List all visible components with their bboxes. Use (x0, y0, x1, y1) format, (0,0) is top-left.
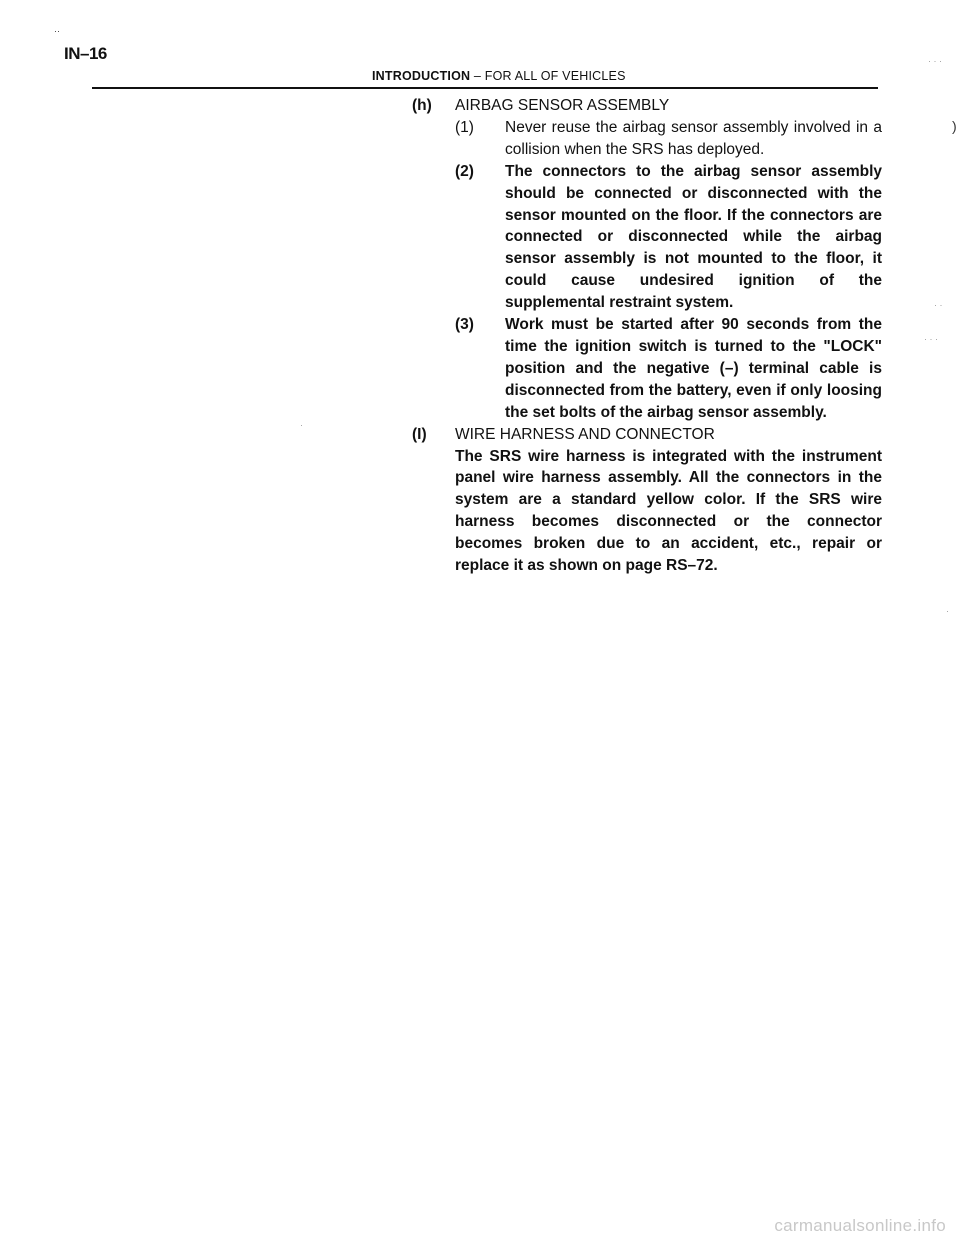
scan-speck: ·· (54, 26, 60, 36)
section-heading: WIRE HARNESS AND CONNECTOR (455, 425, 715, 443)
section-title-sub: FOR ALL OF VEHICLES (484, 69, 626, 83)
section-title-dash: – (470, 69, 485, 83)
step-item (455, 161, 882, 314)
scan-speck: · · · (924, 334, 938, 344)
step-item (455, 314, 882, 424)
scan-speck: · (946, 606, 949, 616)
section-airbag-sensor (412, 95, 882, 424)
section-label: (h) (412, 97, 432, 114)
section-title (372, 69, 626, 83)
section-heading: AIRBAG SENSOR ASSEMBLY (455, 97, 670, 114)
section-body (455, 424, 882, 577)
header-rule (92, 87, 878, 89)
margin-bracket: ) (952, 118, 957, 134)
scan-speck: · · · (928, 56, 942, 66)
scan-speck: · (300, 420, 303, 430)
step-number: (3) (455, 316, 474, 334)
step-number: (2) (455, 162, 474, 180)
section-paragraph: The SRS wire harness is integrated with the instrument panel wire harness assembly. All the connectors in the system are a standard yellow color. If the SRS wire harness becomes disconnected or the connector becomes broken due to an accident, etc., repair or replace it as shown on page RS–72. (455, 447, 882, 575)
main-content (412, 95, 882, 577)
page-code: IN–16 (64, 44, 107, 63)
footer-watermark: carmanualsonline.info (774, 1216, 946, 1235)
step-text: Never reuse the airbag sensor assembly involved in a collision when the SRS has deployed. (505, 118, 882, 158)
step-number: (1) (455, 118, 474, 136)
step-text: Work must be started after 90 seconds from the time the ignition switch is turned to the "LOCK" position and the negative (–) terminal cable is disconnected from the battery, even if only loosing the set bolts of the airbag sensor assembly. (505, 316, 882, 421)
section-title-main: INTRODUCTION (372, 69, 471, 83)
scan-speck: · · (934, 300, 943, 310)
step-text: The connectors to the airbag sensor assembly should be connected or disconnected with the sensor mounted on the floor. If the connectors are connected or disconnected while the airbag sensor assembly is not mounted to the floor, it could cause undesired ignition of the supplemental restraint system. (505, 162, 882, 312)
section-body (455, 95, 882, 424)
section-wire-harness (412, 424, 882, 577)
section-label: (I) (412, 425, 427, 443)
step-item (455, 117, 882, 161)
